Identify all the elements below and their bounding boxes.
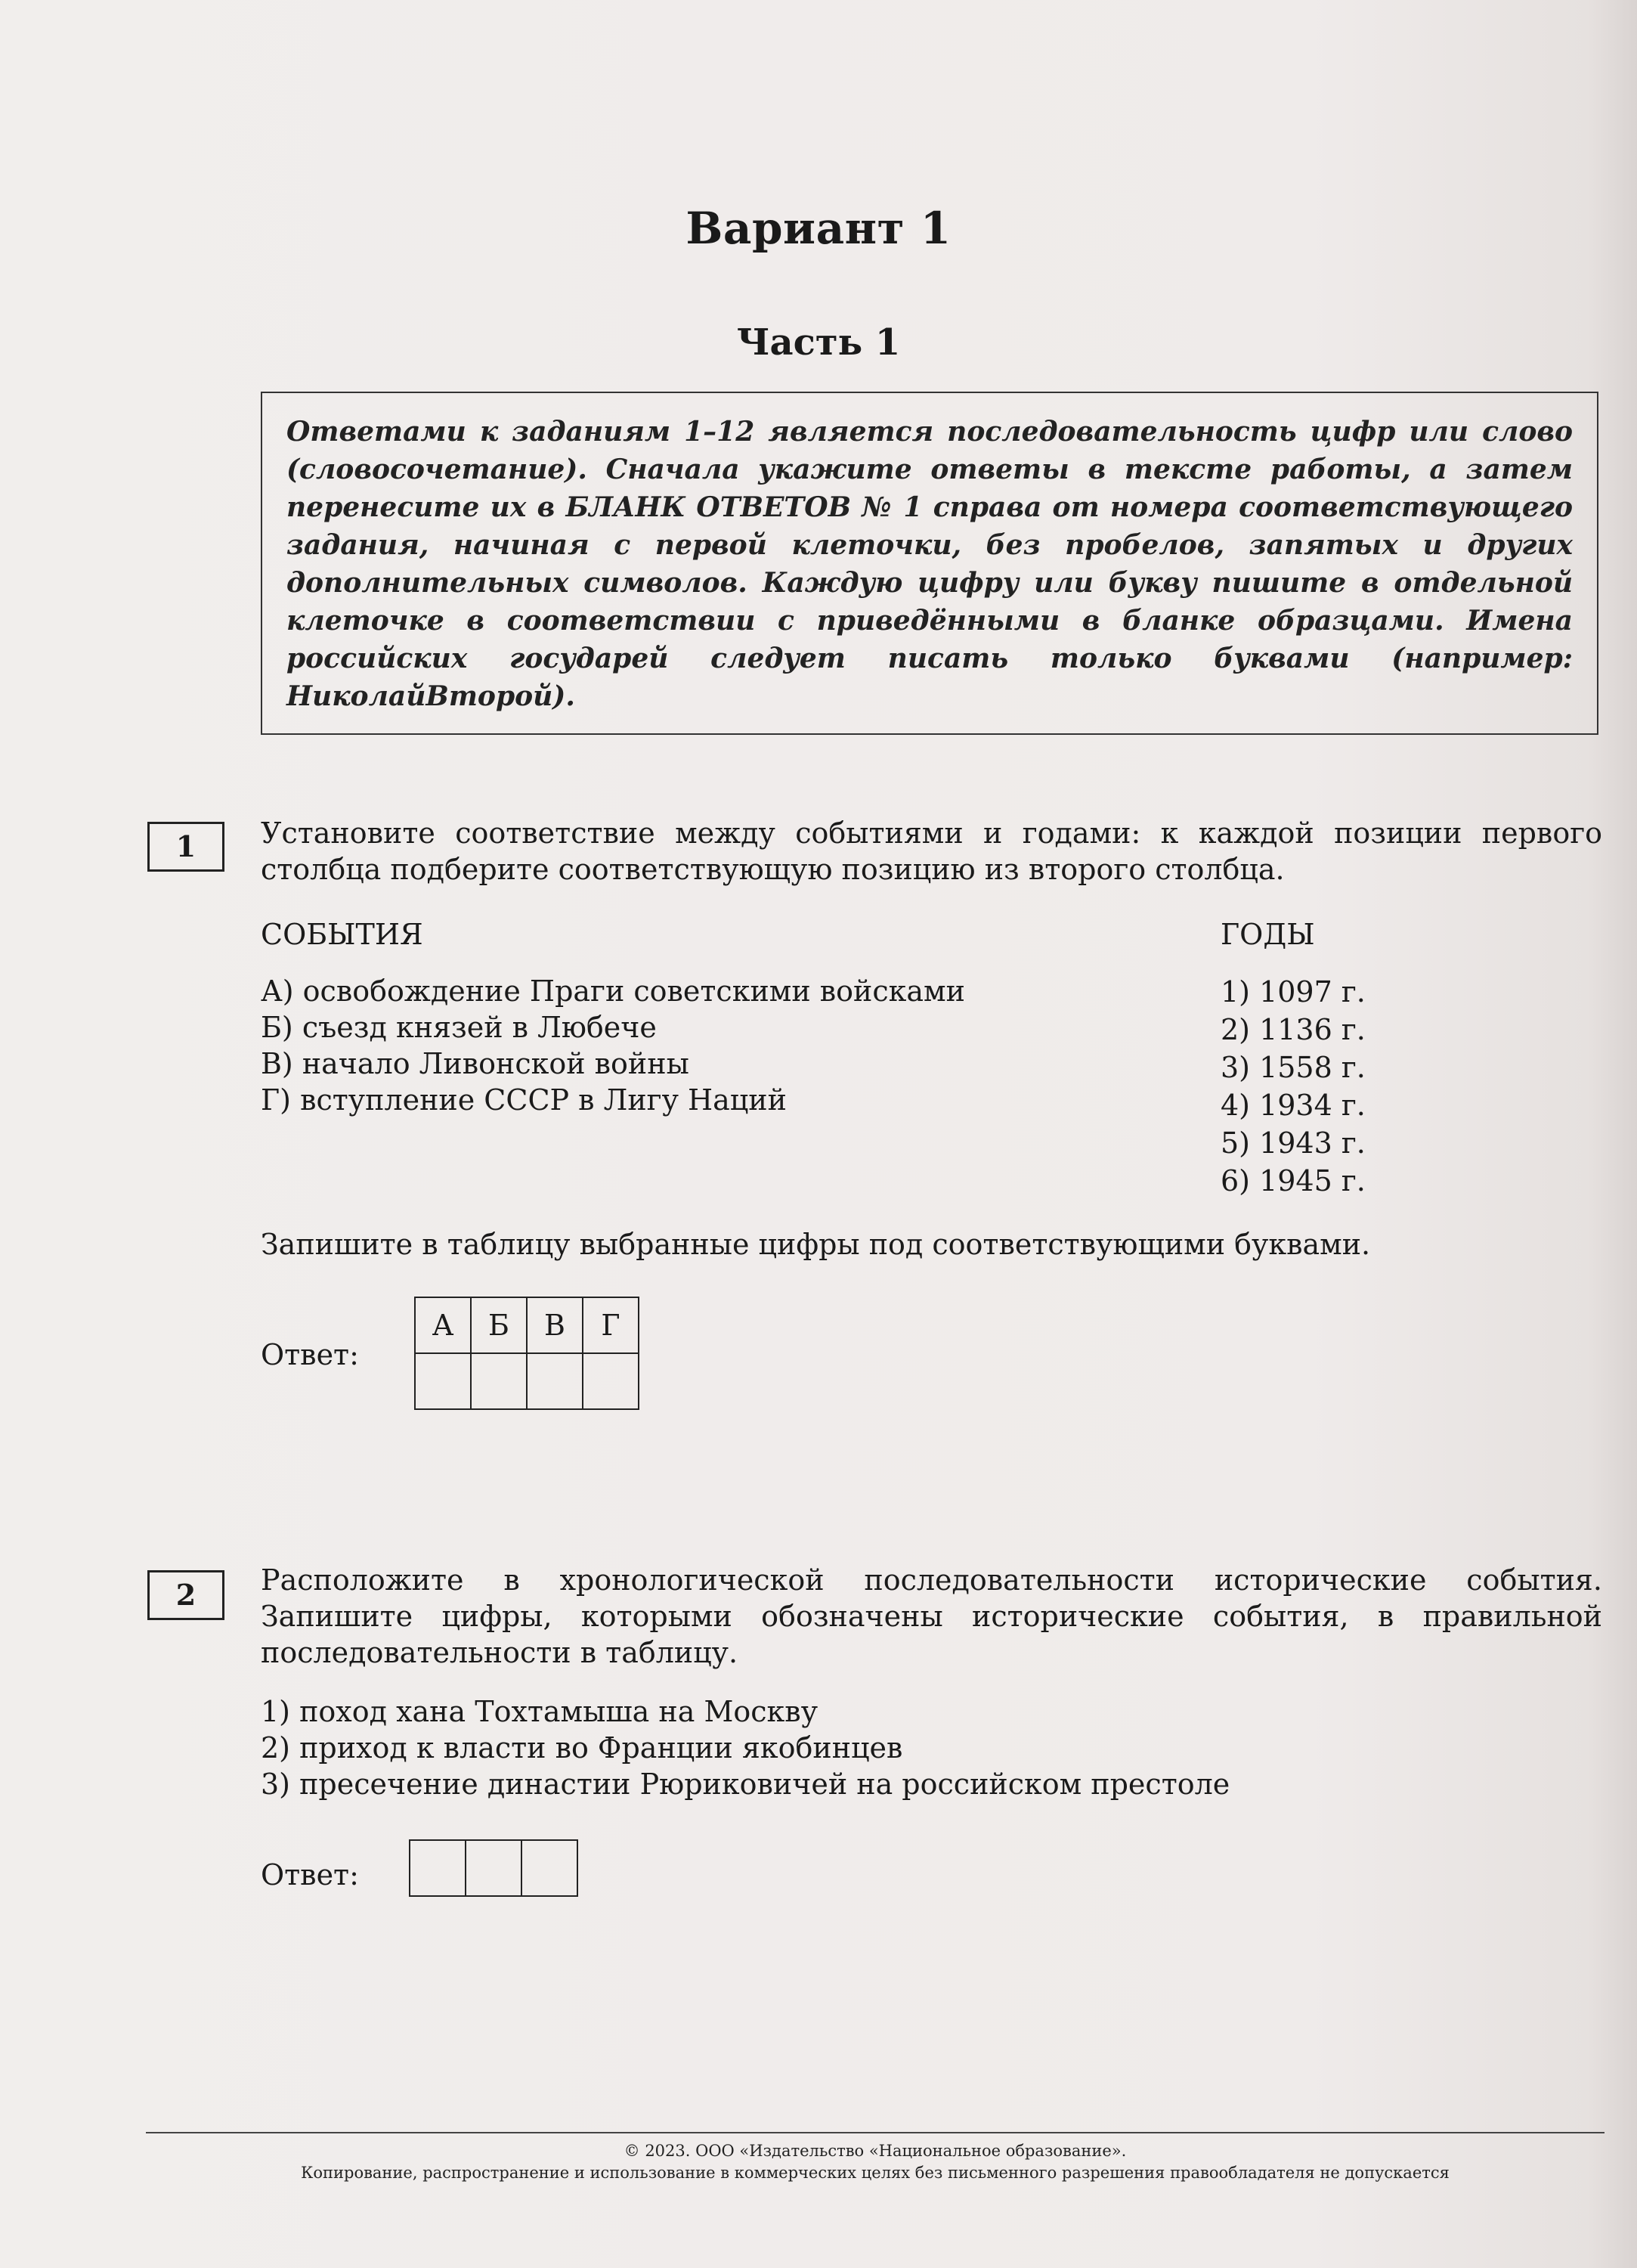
events-header: СОБЫТИЯ [261,918,423,951]
list-item: 5) 1943 г. [1221,1126,1366,1160]
list-item: 3) пресечение династии Рюриковичей на российском престоле [261,1768,1230,1801]
task-2-answer-label: Ответ: [261,1858,359,1892]
part-title: Часть 1 [736,321,901,364]
table-instruction: Запишите в таблицу выбранные цифры под соответствующими буквами. [261,1228,1371,1261]
footer-copyright: © 2023. ООО «Издательство «Национальное образование». [624,2142,1127,2160]
answer-cell[interactable] [521,1840,577,1896]
task-2-prompt: Расположите в хронологической последовательности исторические события. Запишите цифры, которыми обозначены исторические события, в правильной последовательности в таблицу. [261,1563,1602,1669]
list-item: 2) приход к власти во Франции якобинцев [261,1731,903,1765]
task-1-answer-table [414,1297,639,1410]
letter-cell: А [415,1297,471,1353]
letter-cell: Г [583,1297,639,1353]
list-item: 2) 1136 г. [1221,1013,1366,1046]
footer-notice: Копирование, распространение и использование в коммерческих целях без письменного разрешения правообладателя не допускается [301,2164,1450,2182]
footer-divider [146,2132,1605,2133]
years-header: ГОДЫ [1221,918,1315,951]
answer-cell[interactable] [415,1353,471,1409]
list-item: 6) 1945 г. [1221,1164,1366,1198]
variant-title: Вариант 1 [685,203,952,254]
list-item: 1) поход хана Тохтамыша на Москву [261,1695,818,1728]
list-item: А) освобождение Праги советскими войсками [261,974,965,1008]
answer-cell[interactable] [471,1353,527,1409]
list-item: Г) вступление СССР в Лигу Наций [261,1083,787,1117]
task-2-number: 2 [147,1570,224,1620]
answer-cell[interactable] [527,1353,583,1409]
year-list [1221,973,1366,1200]
instructions-text: Ответами к заданиям 1–12 является последовательность цифр или слово (словосочетание). Сначала укажите ответы в тексте работы, а затем перенесите их в БЛАНК ОТВЕТОВ № 1 справа от номера соответствующего задания, начиная с первой клеточки, без пробелов, запятых и других дополнительных символов. Каждую цифру или букву пишите в отдельной клеточке в соответствии с приведёнными в бланке образцами. Имена российских государей следует писать только буквами (например: НиколайВторой). [286,416,1573,712]
task-2-answer-table [409,1839,578,1897]
answer-cell[interactable] [583,1353,639,1409]
list-item: В) начало Ливонской войны [261,1047,689,1080]
letter-cell: В [527,1297,583,1353]
instructions-box [261,392,1598,735]
list-item: Б) съезд князей в Любече [261,1011,657,1044]
task-1-answer-label: Ответ: [261,1338,359,1371]
answer-cell[interactable] [466,1840,521,1896]
task-1-prompt: Установите соответствие между событиями и годами: к каждой позиции первого столбца подберите соответствующую позицию из второго столбца. [261,816,1602,886]
task-1-number: 1 [147,822,224,872]
list-item: 3) 1558 г. [1221,1051,1366,1084]
list-item: 1) 1097 г. [1221,975,1366,1009]
letter-cell: Б [471,1297,527,1353]
task-2-items [261,1693,1230,1802]
list-item: 4) 1934 г. [1221,1089,1366,1122]
event-list [261,973,965,1118]
answer-cell[interactable] [410,1840,466,1896]
